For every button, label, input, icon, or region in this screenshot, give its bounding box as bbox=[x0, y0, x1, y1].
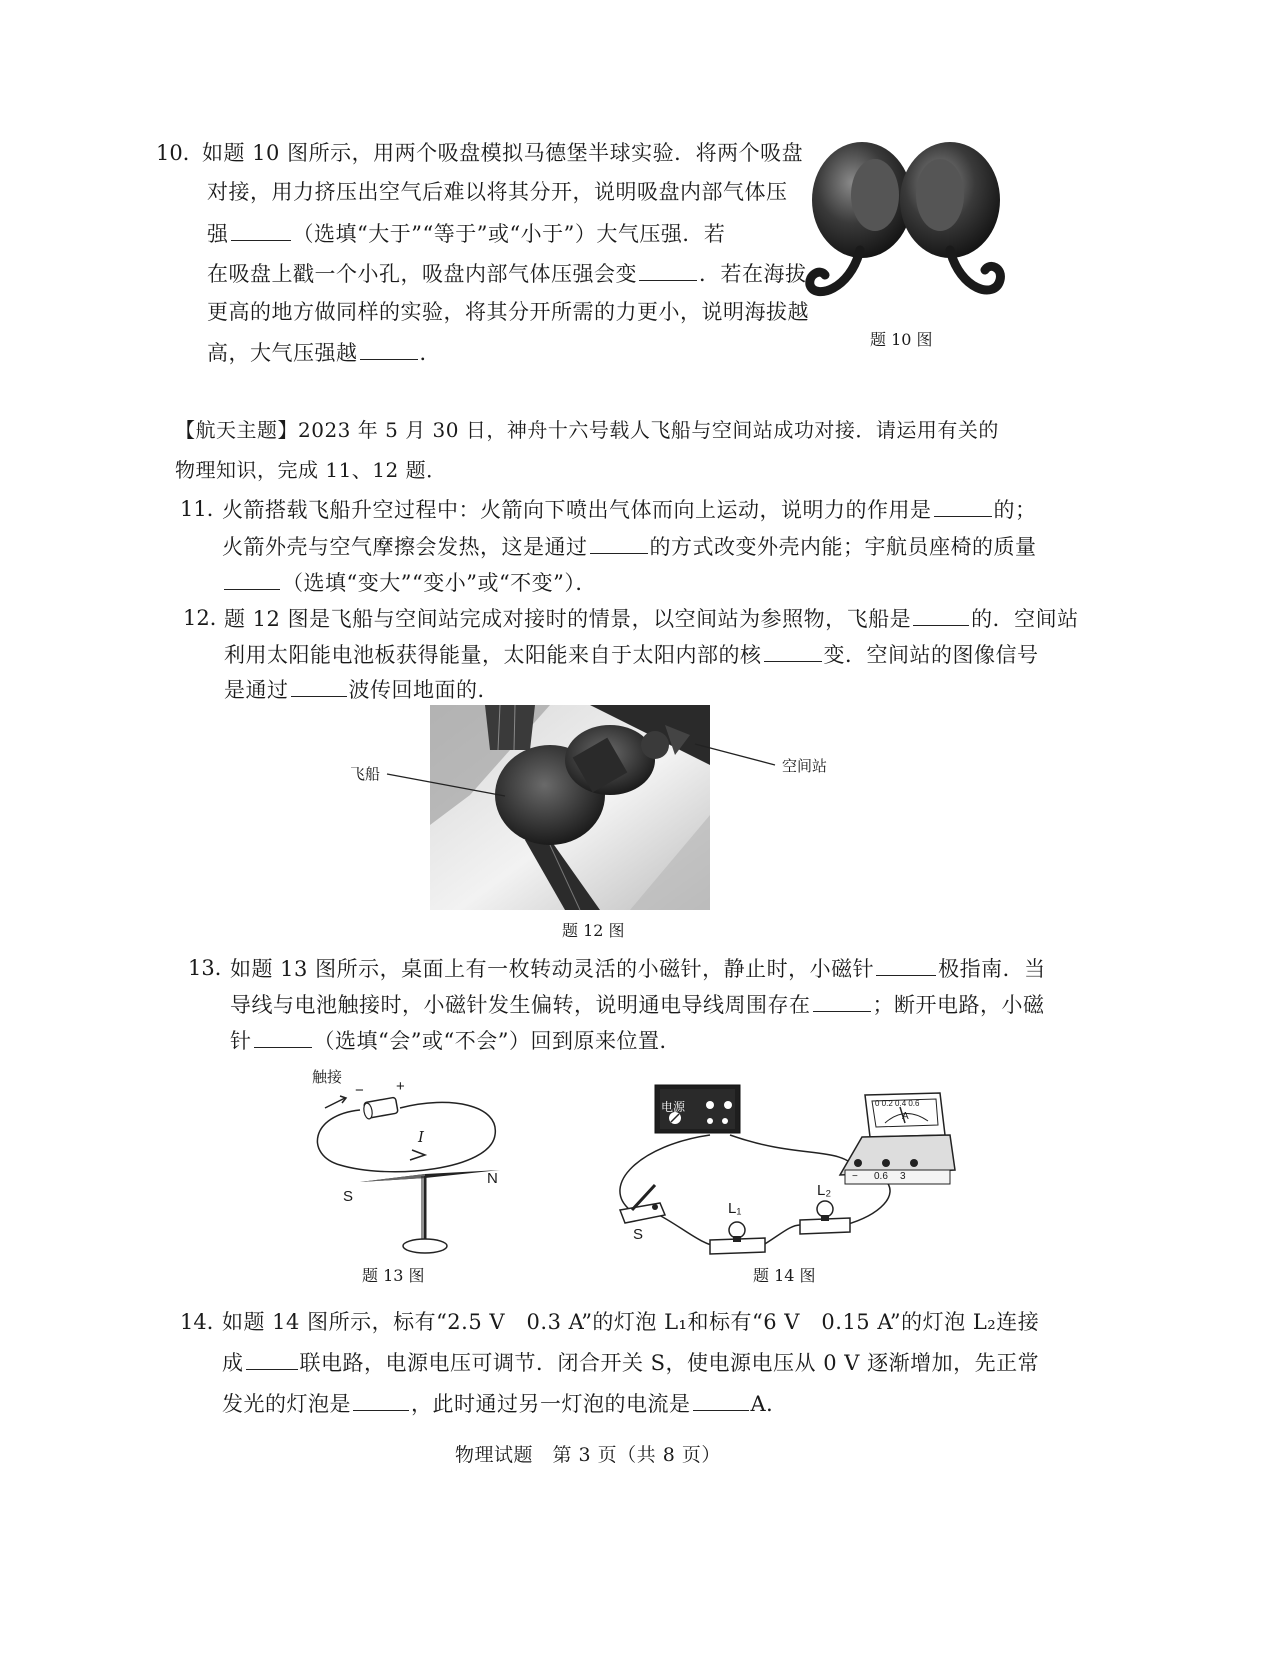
answer-blank[interactable] bbox=[224, 567, 280, 590]
q10-number: 10． bbox=[156, 141, 204, 165]
answer-blank[interactable] bbox=[639, 258, 697, 281]
switch-label: S bbox=[633, 1226, 644, 1243]
q10-line4: 在吸盘上戳一个小孔，吸盘内部气体压强会变 ．若在海拔 bbox=[207, 258, 807, 289]
north-pole-label: N bbox=[487, 1170, 498, 1187]
ammeter-terminal-minus: − bbox=[852, 1171, 858, 1182]
docking-photo bbox=[430, 705, 710, 910]
answer-blank[interactable] bbox=[254, 1025, 312, 1048]
q11-number: 11． bbox=[180, 497, 228, 521]
theme-line2: 物理知识，完成 11、12 题． bbox=[175, 458, 447, 482]
answer-blank[interactable] bbox=[360, 337, 418, 360]
q11-line2: 火箭外壳与空气摩擦会发热，这是通过 的方式改变外壳内能；宇航员座椅的质量 bbox=[222, 531, 1037, 562]
l1-label: L₁ bbox=[728, 1200, 742, 1217]
q14-line2: 成 联电路，电源电压可调节．闭合开关 S，使电源电压从 0 V 逐渐增加，先正常 bbox=[222, 1347, 1039, 1378]
q10-line3: 强 （选填“大于”“等于”或“小于”）大气压强．若 bbox=[207, 218, 725, 249]
label-station: 空间站 bbox=[782, 757, 828, 775]
answer-blank[interactable] bbox=[934, 494, 992, 517]
label-ship: 飞船 bbox=[350, 765, 381, 783]
answer-blank[interactable] bbox=[813, 989, 871, 1012]
q10-line5: 更高的地方做同样的实验，将其分开所需的力更小，说明海拔越 bbox=[207, 300, 809, 324]
q10-line2: 对接，用力挤压出空气后难以将其分开，说明吸盘内部气体压 bbox=[207, 180, 788, 204]
touch-label: 触接 bbox=[312, 1068, 343, 1086]
ammeter-scale: 0 0.2 0.4 0.6 bbox=[875, 1099, 920, 1108]
fig14-caption: 题 14 图 bbox=[753, 1266, 816, 1285]
battery-minus: − bbox=[355, 1082, 364, 1099]
page-footer: 物理试题 第 3 页（共 8 页） bbox=[455, 1444, 721, 1466]
q13-line2: 导线与电池触接时，小磁针发生偏转，说明通电导线周围存在 ；断开电路，小磁 bbox=[230, 989, 1045, 1020]
q12-number: 12． bbox=[183, 606, 231, 630]
ammeter-letter: A bbox=[902, 1111, 909, 1122]
ammeter-terminal-0-6: 0.6 bbox=[874, 1171, 888, 1182]
answer-blank[interactable] bbox=[693, 1388, 749, 1411]
l2-label: L₂ bbox=[817, 1182, 832, 1199]
q13-line3: 针 （选填“会”或“不会”）回到原来位置． bbox=[230, 1025, 681, 1056]
power-supply-label: 电源 bbox=[661, 1100, 686, 1114]
south-pole-label: S bbox=[343, 1188, 354, 1205]
q13-number: 13． bbox=[188, 956, 236, 980]
q13-line1: 如题 13 图所示，桌面上有一枚转动灵活的小磁针，静止时，小磁针 极指南．当 bbox=[230, 953, 1046, 984]
q14-line3: 发光的灯泡是 ，此时通过另一灯泡的电流是 A． bbox=[222, 1388, 788, 1419]
q11-line1: 火箭搭载飞船升空过程中：火箭向下喷出气体而向上运动，说明力的作用是 的； bbox=[222, 494, 1037, 525]
answer-blank[interactable] bbox=[231, 218, 291, 241]
fig12-caption: 题 12 图 bbox=[562, 921, 625, 940]
q14-number: 14． bbox=[180, 1310, 228, 1334]
q12-line3: 是通过 波传回地面的． bbox=[224, 674, 499, 705]
station-pointer-line bbox=[690, 740, 780, 770]
ammeter-terminal-3: 3 bbox=[900, 1171, 906, 1182]
answer-blank[interactable] bbox=[876, 953, 936, 976]
battery-plus: + bbox=[396, 1078, 405, 1095]
q12-line1: 题 12 图是飞船与空间站完成对接时的情景，以空间站为参照物，飞船是 的．空间站 bbox=[224, 603, 1079, 634]
ship-pointer-line bbox=[385, 770, 515, 800]
theme-line1: 【航天主题】2023 年 5 月 30 日，神舟十六号载人飞船与空间站成功对接．请运用有关的 bbox=[175, 418, 999, 442]
answer-blank[interactable] bbox=[353, 1388, 409, 1411]
q10-line1: 如题 10 图所示，用两个吸盘模拟马德堡半球实验．将两个吸盘 bbox=[202, 141, 804, 165]
current-label: I bbox=[418, 1128, 424, 1146]
answer-blank[interactable] bbox=[913, 603, 969, 626]
fig10-caption: 题 10 图 bbox=[870, 330, 933, 349]
answer-blank[interactable] bbox=[590, 531, 648, 554]
q10-line6: 高，大气压强越 ． bbox=[207, 337, 441, 368]
answer-blank[interactable] bbox=[764, 639, 822, 662]
suction-cups-figure bbox=[800, 140, 1030, 330]
answer-blank[interactable] bbox=[291, 674, 347, 697]
answer-blank[interactable] bbox=[246, 1347, 298, 1370]
fig13-caption: 题 13 图 bbox=[362, 1266, 425, 1285]
q12-line2: 利用太阳能电池板获得能量，太阳能来自于太阳内部的核 变．空间站的图像信号 bbox=[224, 639, 1039, 670]
q14-line1: 如题 14 图所示，标有“2.5 V 0.3 A”的灯泡 L₁和标有“6 V 0.15 A”的灯泡 L₂连接 bbox=[222, 1310, 1040, 1334]
q11-line3: （选填“变大”“变小”或“不变”）． bbox=[222, 567, 597, 598]
